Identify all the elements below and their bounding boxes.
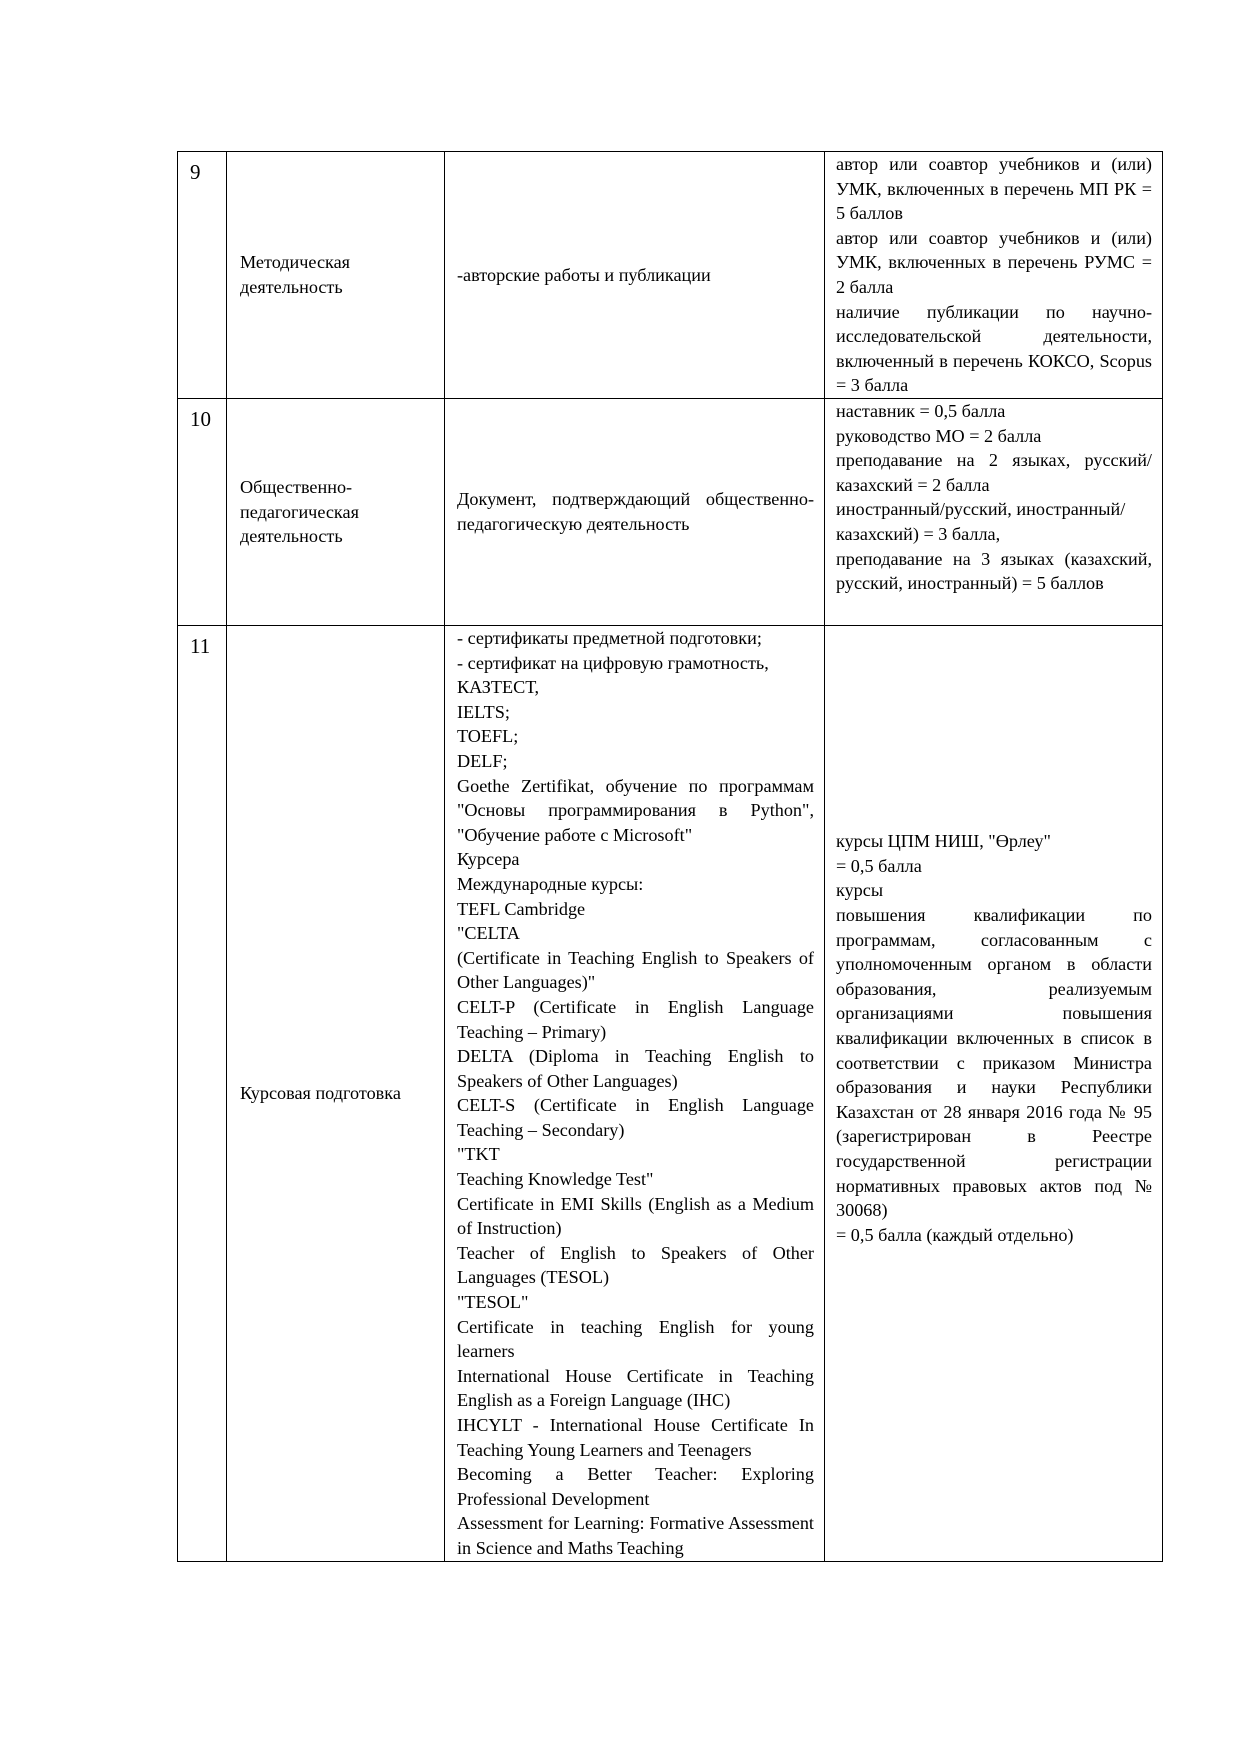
document-item: КАЗТЕСТ,	[457, 677, 540, 698]
score-item: повышения квалификации по программам, согласованным с уполномоченным органом в области образования, реализуемым организациями повышения квалификации включенных в список в соответствии с приказом Министра образования и науки Республики Казахстан от 28 января 2016 года № 95 (зарегистрирован в Реестре государственной регистрации нормативных правовых актов под № 30068)	[836, 905, 1152, 1221]
document-item: "TESOL"	[457, 1292, 529, 1313]
criterion-name: Методическая деятельность	[227, 152, 445, 399]
score-item: автор или соавтор учебников и (или) УМК, включенных в перечень РУМС = 2 балла	[836, 227, 1152, 297]
score-item: наличие публикации по научно-исследовательской деятельности, включенный в перечень КОКСО, Scopus = 3 балла	[836, 301, 1152, 396]
criteria-table	[177, 151, 1163, 1562]
score-item: преподавание на 2 языках, русский/казахский = 2 балла	[836, 450, 1152, 495]
document-item: Certificate in EMI Skills (English as a Medium of Instruction)	[457, 1193, 814, 1239]
document-item: International House Certificate in Teaching English as a Foreign Language (IHC)	[457, 1365, 814, 1411]
score-item: курсы ЦПМ НИШ, "Өрлеу"	[836, 831, 1051, 852]
score-cell	[825, 626, 1163, 1562]
document-item: IHCYLT - International House Certificate In Teaching Young Learners and Teenagers	[457, 1415, 814, 1460]
document-item: "CELTA	[457, 923, 520, 944]
document-item: CELT-S (Certificate in English Language Teaching – Secondary)	[457, 1095, 814, 1140]
document-item: TOEFL;	[457, 726, 519, 747]
document-item: Международные курсы:	[457, 873, 644, 894]
score-cell	[825, 399, 1163, 626]
score-item: = 0,5 балла	[836, 855, 922, 876]
row-number: 9	[178, 152, 227, 399]
table-row-9	[178, 152, 1163, 399]
document-item: Документ, подтверждающий общественно-педагогическую деятельность	[457, 489, 814, 534]
document-item: - сертификаты предметной подготовки;	[457, 628, 762, 648]
criterion-name: Курсовая подготовка	[227, 626, 445, 1562]
document-item: Teacher of English to Speakers of Other Languages (TESOL)	[457, 1242, 814, 1288]
score-item: наставник = 0,5 балла	[836, 401, 1006, 421]
score-cell	[825, 152, 1163, 399]
document-item: Goethe Zertifikat, обучение по программам "Основы программирования в Python", "Обучение работе с Microsoft"	[457, 775, 814, 845]
row-number: 10	[178, 399, 227, 626]
row-number: 11	[178, 626, 227, 1562]
score-item: = 0,5 балла (каждый отдельно)	[836, 1224, 1074, 1245]
document-item: "TKT	[457, 1144, 500, 1165]
score-item: автор или соавтор учебников и (или) УМК, включенных в перечень МП РК = 5 баллов	[836, 154, 1152, 224]
document-item: IELTS;	[457, 701, 510, 722]
documents-cell	[445, 152, 825, 399]
document-item: Certificate in teaching English for young learners	[457, 1316, 814, 1362]
document-item: TEFL Cambridge	[457, 898, 586, 919]
score-item: преподавание на 3 языках (казахский, русский, иностранный) = 5 баллов	[836, 548, 1152, 594]
table-row-11	[178, 626, 1163, 1562]
document-item: - сертификат на цифровую грамотность,	[457, 652, 769, 673]
table-row-10	[178, 399, 1163, 626]
documents-cell	[445, 626, 825, 1562]
score-item: курсы	[836, 880, 884, 901]
document-item: Assessment for Learning: Formative Assessment in Science and Maths Teaching	[457, 1513, 814, 1558]
document-item: DELTA (Diploma in Teaching English to Speakers of Other Languages)	[457, 1046, 814, 1091]
score-item: иностранный/русский, иностранный/казахский) = 3 балла,	[836, 499, 1126, 544]
document-item: CELT-P (Certificate in English Language Teaching – Primary)	[457, 996, 814, 1042]
score-item: руководство МО = 2 балла	[836, 425, 1042, 446]
document-item: -авторские работы и публикации	[457, 264, 711, 285]
document-item: Teaching Knowledge Test"	[457, 1169, 654, 1190]
document-item: Курсера	[457, 849, 520, 870]
document-item: Becoming a Better Teacher: Exploring Professional Development	[457, 1464, 814, 1509]
document-item: (Certificate in Teaching English to Speakers of Other Languages)"	[457, 947, 814, 993]
documents-cell	[445, 399, 825, 626]
criterion-name: Общественно-педагогическая деятельность	[227, 399, 445, 626]
document-item: DELF;	[457, 750, 508, 771]
spacer	[836, 1247, 1152, 1357]
